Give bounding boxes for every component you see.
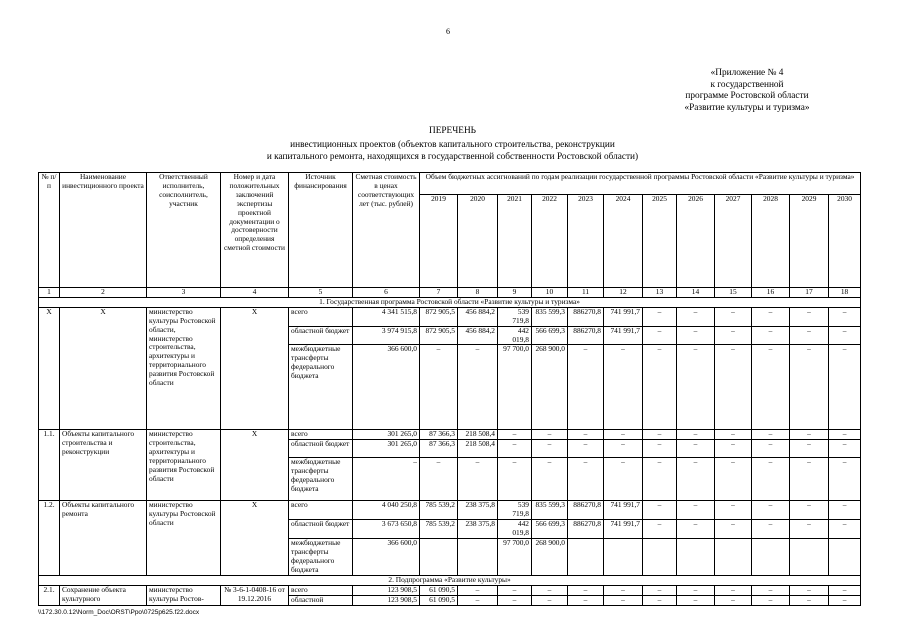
header-year: 2022 xyxy=(532,195,568,288)
estimated-cost: 4 341 515,8 xyxy=(353,307,420,326)
estimated-cost: 301 265,0 xyxy=(353,440,420,458)
project-number: 2.1. xyxy=(39,585,60,605)
header-year: 2028 xyxy=(752,195,790,288)
budget-value: – xyxy=(715,345,752,430)
column-number: 9 xyxy=(498,288,532,298)
budget-value: – xyxy=(752,585,790,595)
funding-source: межбюджетные трансферты федерального бюджета xyxy=(289,345,353,430)
budget-value: – xyxy=(498,595,532,605)
project-number: 1.1. xyxy=(39,430,60,501)
funding-source: межбюджетные трансферты федерального бюджета xyxy=(289,458,353,501)
budget-value: – xyxy=(420,345,458,430)
funding-source: всего xyxy=(289,307,353,326)
budget-value: – xyxy=(829,585,861,595)
budget-value: – xyxy=(604,345,643,430)
column-number: 11 xyxy=(568,288,604,298)
budget-value: 741 991,7 xyxy=(604,520,643,539)
project-name: Х xyxy=(60,307,147,430)
budget-value: – xyxy=(532,430,568,440)
appendix-line: «Развитие культуры и туризма» xyxy=(684,102,810,113)
budget-value: – xyxy=(458,595,498,605)
funding-source: всего xyxy=(289,501,353,520)
header-expertise: Номер и дата положительных заключений экспертизы проектной документации о достоверности определения сметной стоимости xyxy=(221,173,289,288)
budget-value: – xyxy=(829,440,861,458)
budget-value: – xyxy=(752,326,790,345)
budget-value: 87 366,3 xyxy=(420,430,458,440)
subprogram-body xyxy=(39,585,861,605)
budget-value: – xyxy=(643,585,677,595)
budget-value: – xyxy=(752,501,790,520)
budget-value xyxy=(829,539,861,576)
document-title: ПЕРЕЧЕНЬ xyxy=(428,126,476,136)
expertise-conclusion: Х xyxy=(221,501,289,575)
budget-value: – xyxy=(829,326,861,345)
project-number: Х xyxy=(39,307,60,430)
budget-value: – xyxy=(643,520,677,539)
budget-value: 442 019,8 xyxy=(498,520,532,539)
budget-value: – xyxy=(752,307,790,326)
budget-value: – xyxy=(677,307,715,326)
budget-value: 97 700,0 xyxy=(498,539,532,576)
budget-value: – xyxy=(790,326,829,345)
header-year: 2029 xyxy=(790,195,829,288)
budget-value: 872 905,5 xyxy=(420,326,458,345)
budget-value: 238 375,8 xyxy=(458,520,498,539)
budget-value: – xyxy=(752,430,790,440)
estimated-cost: 4 040 250,8 xyxy=(353,501,420,520)
header-source: Источник финансирования xyxy=(289,173,353,288)
budget-value: – xyxy=(752,520,790,539)
budget-value: – xyxy=(458,345,498,430)
budget-value: – xyxy=(498,458,532,501)
budget-value: – xyxy=(458,585,498,595)
header-name: Наименование инвестиционного проекта xyxy=(60,173,147,288)
budget-value: – xyxy=(568,585,604,595)
header-year: 2025 xyxy=(643,195,677,288)
budget-value: – xyxy=(643,501,677,520)
budget-value xyxy=(677,539,715,576)
budget-value: – xyxy=(532,458,568,501)
budget-value: – xyxy=(829,345,861,430)
budget-value xyxy=(568,539,604,576)
table-row xyxy=(39,585,861,595)
estimated-cost: 123 908,5 xyxy=(353,595,420,605)
budget-value: 61 090,5 xyxy=(420,595,458,605)
project-name: Объекты капитального ремонта xyxy=(60,501,147,575)
budget-value: – xyxy=(790,307,829,326)
responsible-executor: министерство культуры Ростов- xyxy=(147,585,221,605)
header-year: 2024 xyxy=(604,195,643,288)
budget-value: – xyxy=(532,440,568,458)
estimated-cost: 366 600,0 xyxy=(353,345,420,430)
budget-value: – xyxy=(677,520,715,539)
budget-value: – xyxy=(532,595,568,605)
column-numbers-row xyxy=(39,288,861,298)
budget-value xyxy=(790,539,829,576)
budget-value: 741 991,7 xyxy=(604,326,643,345)
budget-value: – xyxy=(420,458,458,501)
budget-value: – xyxy=(604,440,643,458)
responsible-executor: министерство строительства, архитектуры и территориального развития Ростовской области xyxy=(147,430,221,501)
header-cost: Сметная стоимость в ценах соответствующих лет (тыс. рублей) xyxy=(353,173,420,288)
budget-value xyxy=(643,539,677,576)
budget-value: – xyxy=(752,440,790,458)
column-number: 6 xyxy=(353,288,420,298)
header-year: 2023 xyxy=(568,195,604,288)
budget-value: – xyxy=(604,430,643,440)
budget-value xyxy=(715,539,752,576)
budget-value: – xyxy=(677,440,715,458)
estimated-cost: 123 908,5 xyxy=(353,585,420,595)
project-number: 1.2. xyxy=(39,501,60,575)
expertise-conclusion: Х xyxy=(221,430,289,501)
budget-value: – xyxy=(715,326,752,345)
table-row xyxy=(39,307,861,326)
budget-value: 218 508,4 xyxy=(458,430,498,440)
section-heading: 1. Государственная программа Ростовской области «Развитие культуры и туризма» xyxy=(39,297,861,307)
budget-value: – xyxy=(829,430,861,440)
project-name: Объекты капитального строительства и реконструкции xyxy=(60,430,147,501)
budget-value: – xyxy=(604,595,643,605)
project-name: Сохранение объекта культурного xyxy=(60,585,147,605)
budget-value: – xyxy=(752,595,790,605)
budget-value: 886270,8 xyxy=(568,501,604,520)
estimated-cost: 301 265,0 xyxy=(353,430,420,440)
budget-value: – xyxy=(829,595,861,605)
column-number: 17 xyxy=(790,288,829,298)
funding-source: областной xyxy=(289,595,353,605)
budget-value: – xyxy=(677,595,715,605)
column-number: 10 xyxy=(532,288,568,298)
column-number: 14 xyxy=(677,288,715,298)
budget-value: 835 599,3 xyxy=(532,307,568,326)
budget-value xyxy=(420,539,458,576)
budget-value: – xyxy=(790,585,829,595)
budget-value: – xyxy=(790,595,829,605)
budget-value: – xyxy=(568,595,604,605)
appendix-line: к государственной xyxy=(710,79,784,90)
header-year: 2019 xyxy=(420,195,458,288)
column-number: 3 xyxy=(147,288,221,298)
budget-value: – xyxy=(715,520,752,539)
header-no: № п/п xyxy=(39,173,60,288)
budget-value: – xyxy=(715,440,752,458)
appendix-line: программе Ростовской области xyxy=(685,91,809,101)
budget-value: – xyxy=(829,458,861,501)
estimated-cost: 3 673 650,8 xyxy=(353,520,420,539)
expertise-conclusion: Х xyxy=(221,307,289,430)
estimated-cost: 366 600,0 xyxy=(353,539,420,576)
budget-value: – xyxy=(790,520,829,539)
budget-value: – xyxy=(643,440,677,458)
column-number: 8 xyxy=(458,288,498,298)
budget-value: 566 699,3 xyxy=(532,326,568,345)
appendix-line: «Приложение № 4 xyxy=(710,68,784,78)
page-number: 6 xyxy=(446,27,450,36)
budget-value: 886270,8 xyxy=(568,326,604,345)
budget-value: 539 719,8 xyxy=(498,307,532,326)
budget-value: – xyxy=(568,458,604,501)
budget-value: – xyxy=(790,345,829,430)
budget-value: – xyxy=(677,430,715,440)
budget-value: 268 900,0 xyxy=(532,539,568,576)
header-budget: Объем бюджетных ассигнований по годам реализации государственной программы Ростовской области «Развитие культуры и туризма» xyxy=(420,173,861,195)
budget-value: – xyxy=(677,585,715,595)
budget-value: – xyxy=(643,307,677,326)
budget-value: 97 700,0 xyxy=(498,345,532,430)
budget-value: – xyxy=(715,585,752,595)
budget-value: – xyxy=(829,307,861,326)
budget-value: – xyxy=(790,440,829,458)
budget-value: 442 019,8 xyxy=(498,326,532,345)
responsible-executor: министерство культуры Ростовской области, министерство строительства, архитектуры и территориального развития Ростовской области xyxy=(147,307,221,430)
budget-value: – xyxy=(677,345,715,430)
header-year: 2026 xyxy=(677,195,715,288)
funding-source: областной бюджет xyxy=(289,440,353,458)
column-number: 18 xyxy=(829,288,861,298)
budget-value: – xyxy=(752,345,790,430)
budget-value: – xyxy=(568,345,604,430)
budget-value: 886270,8 xyxy=(568,307,604,326)
header-year: 2027 xyxy=(715,195,752,288)
budget-value: – xyxy=(715,307,752,326)
budget-value: – xyxy=(604,585,643,595)
budget-value: – xyxy=(715,458,752,501)
document-subtitle-2: и капитального ремонта, находящихся в государственной собственности Ростовской области) xyxy=(266,152,639,162)
funding-source: областной бюджет xyxy=(289,520,353,539)
investment-projects-table xyxy=(38,172,861,606)
budget-value: – xyxy=(498,440,532,458)
budget-value: – xyxy=(498,430,532,440)
budget-value: – xyxy=(604,458,643,501)
budget-value: 87 366,3 xyxy=(420,440,458,458)
appendix-note xyxy=(647,68,847,114)
budget-value: – xyxy=(643,595,677,605)
budget-value: – xyxy=(790,501,829,520)
expertise-conclusion: № 3-6-1-0408-16 от 19.12.2016 xyxy=(221,585,289,605)
budget-value: – xyxy=(790,458,829,501)
column-number: 16 xyxy=(752,288,790,298)
column-number: 15 xyxy=(715,288,752,298)
budget-value: 785 539,2 xyxy=(420,520,458,539)
budget-value xyxy=(458,539,498,576)
column-number: 13 xyxy=(643,288,677,298)
budget-value: – xyxy=(458,458,498,501)
header-responsible: Ответственный исполнитель, соисполнитель, участник xyxy=(147,173,221,288)
column-number: 4 xyxy=(221,288,289,298)
budget-value: – xyxy=(532,585,568,595)
column-number: 5 xyxy=(289,288,353,298)
column-number: 2 xyxy=(60,288,147,298)
section-heading: 2. Подпрограмма «Развитие культуры» xyxy=(39,575,861,585)
budget-value: 456 884,2 xyxy=(458,326,498,345)
budget-value: 835 599,3 xyxy=(532,501,568,520)
budget-value: – xyxy=(568,440,604,458)
budget-value: – xyxy=(643,326,677,345)
budget-value: 539 719,8 xyxy=(498,501,532,520)
header-year: 2030 xyxy=(829,195,861,288)
budget-value: – xyxy=(677,458,715,501)
funding-source: всего xyxy=(289,430,353,440)
column-number: 12 xyxy=(604,288,643,298)
budget-value: 741 991,7 xyxy=(604,501,643,520)
budget-value: 61 090,5 xyxy=(420,585,458,595)
budget-value: 238 375,8 xyxy=(458,501,498,520)
funding-source: всего xyxy=(289,585,353,595)
budget-value: – xyxy=(568,430,604,440)
budget-value: – xyxy=(677,326,715,345)
budget-value: 886270,8 xyxy=(568,520,604,539)
groups-body xyxy=(39,307,861,575)
budget-value: 566 699,3 xyxy=(532,520,568,539)
budget-value: – xyxy=(643,458,677,501)
column-number: 7 xyxy=(420,288,458,298)
budget-value: – xyxy=(829,520,861,539)
budget-value: 785 539,2 xyxy=(420,501,458,520)
file-path-footer: \\172.30.0.12\Norm_Doc\ORST\Ppo\0725p625.f22.docx xyxy=(38,609,200,616)
budget-value: 456 884,2 xyxy=(458,307,498,326)
budget-value: – xyxy=(715,501,752,520)
column-number: 1 xyxy=(39,288,60,298)
budget-value: – xyxy=(677,501,715,520)
table-row xyxy=(39,430,861,440)
budget-value: – xyxy=(643,430,677,440)
budget-value: – xyxy=(498,585,532,595)
header-year: 2021 xyxy=(498,195,532,288)
budget-value: – xyxy=(829,501,861,520)
document-subtitle: инвестиционных проектов (объектов капитального строительства, реконструкции xyxy=(290,140,615,150)
budget-value: – xyxy=(790,430,829,440)
header-year: 2020 xyxy=(458,195,498,288)
budget-value: 268 900,0 xyxy=(532,345,568,430)
funding-source: областной бюджет xyxy=(289,326,353,345)
estimated-cost: – xyxy=(353,458,420,501)
funding-source: межбюджетные трансферты федерального бюджета xyxy=(289,539,353,576)
budget-value xyxy=(604,539,643,576)
budget-value: 741 991,7 xyxy=(604,307,643,326)
budget-value: 218 508,4 xyxy=(458,440,498,458)
budget-value: – xyxy=(752,458,790,501)
budget-value: – xyxy=(715,595,752,605)
budget-value: – xyxy=(643,345,677,430)
budget-value xyxy=(752,539,790,576)
responsible-executor: министерство культуры Ростовской области xyxy=(147,501,221,575)
table-row xyxy=(39,501,861,520)
estimated-cost: 3 974 915,8 xyxy=(353,326,420,345)
budget-value: 872 905,5 xyxy=(420,307,458,326)
budget-value: – xyxy=(715,430,752,440)
